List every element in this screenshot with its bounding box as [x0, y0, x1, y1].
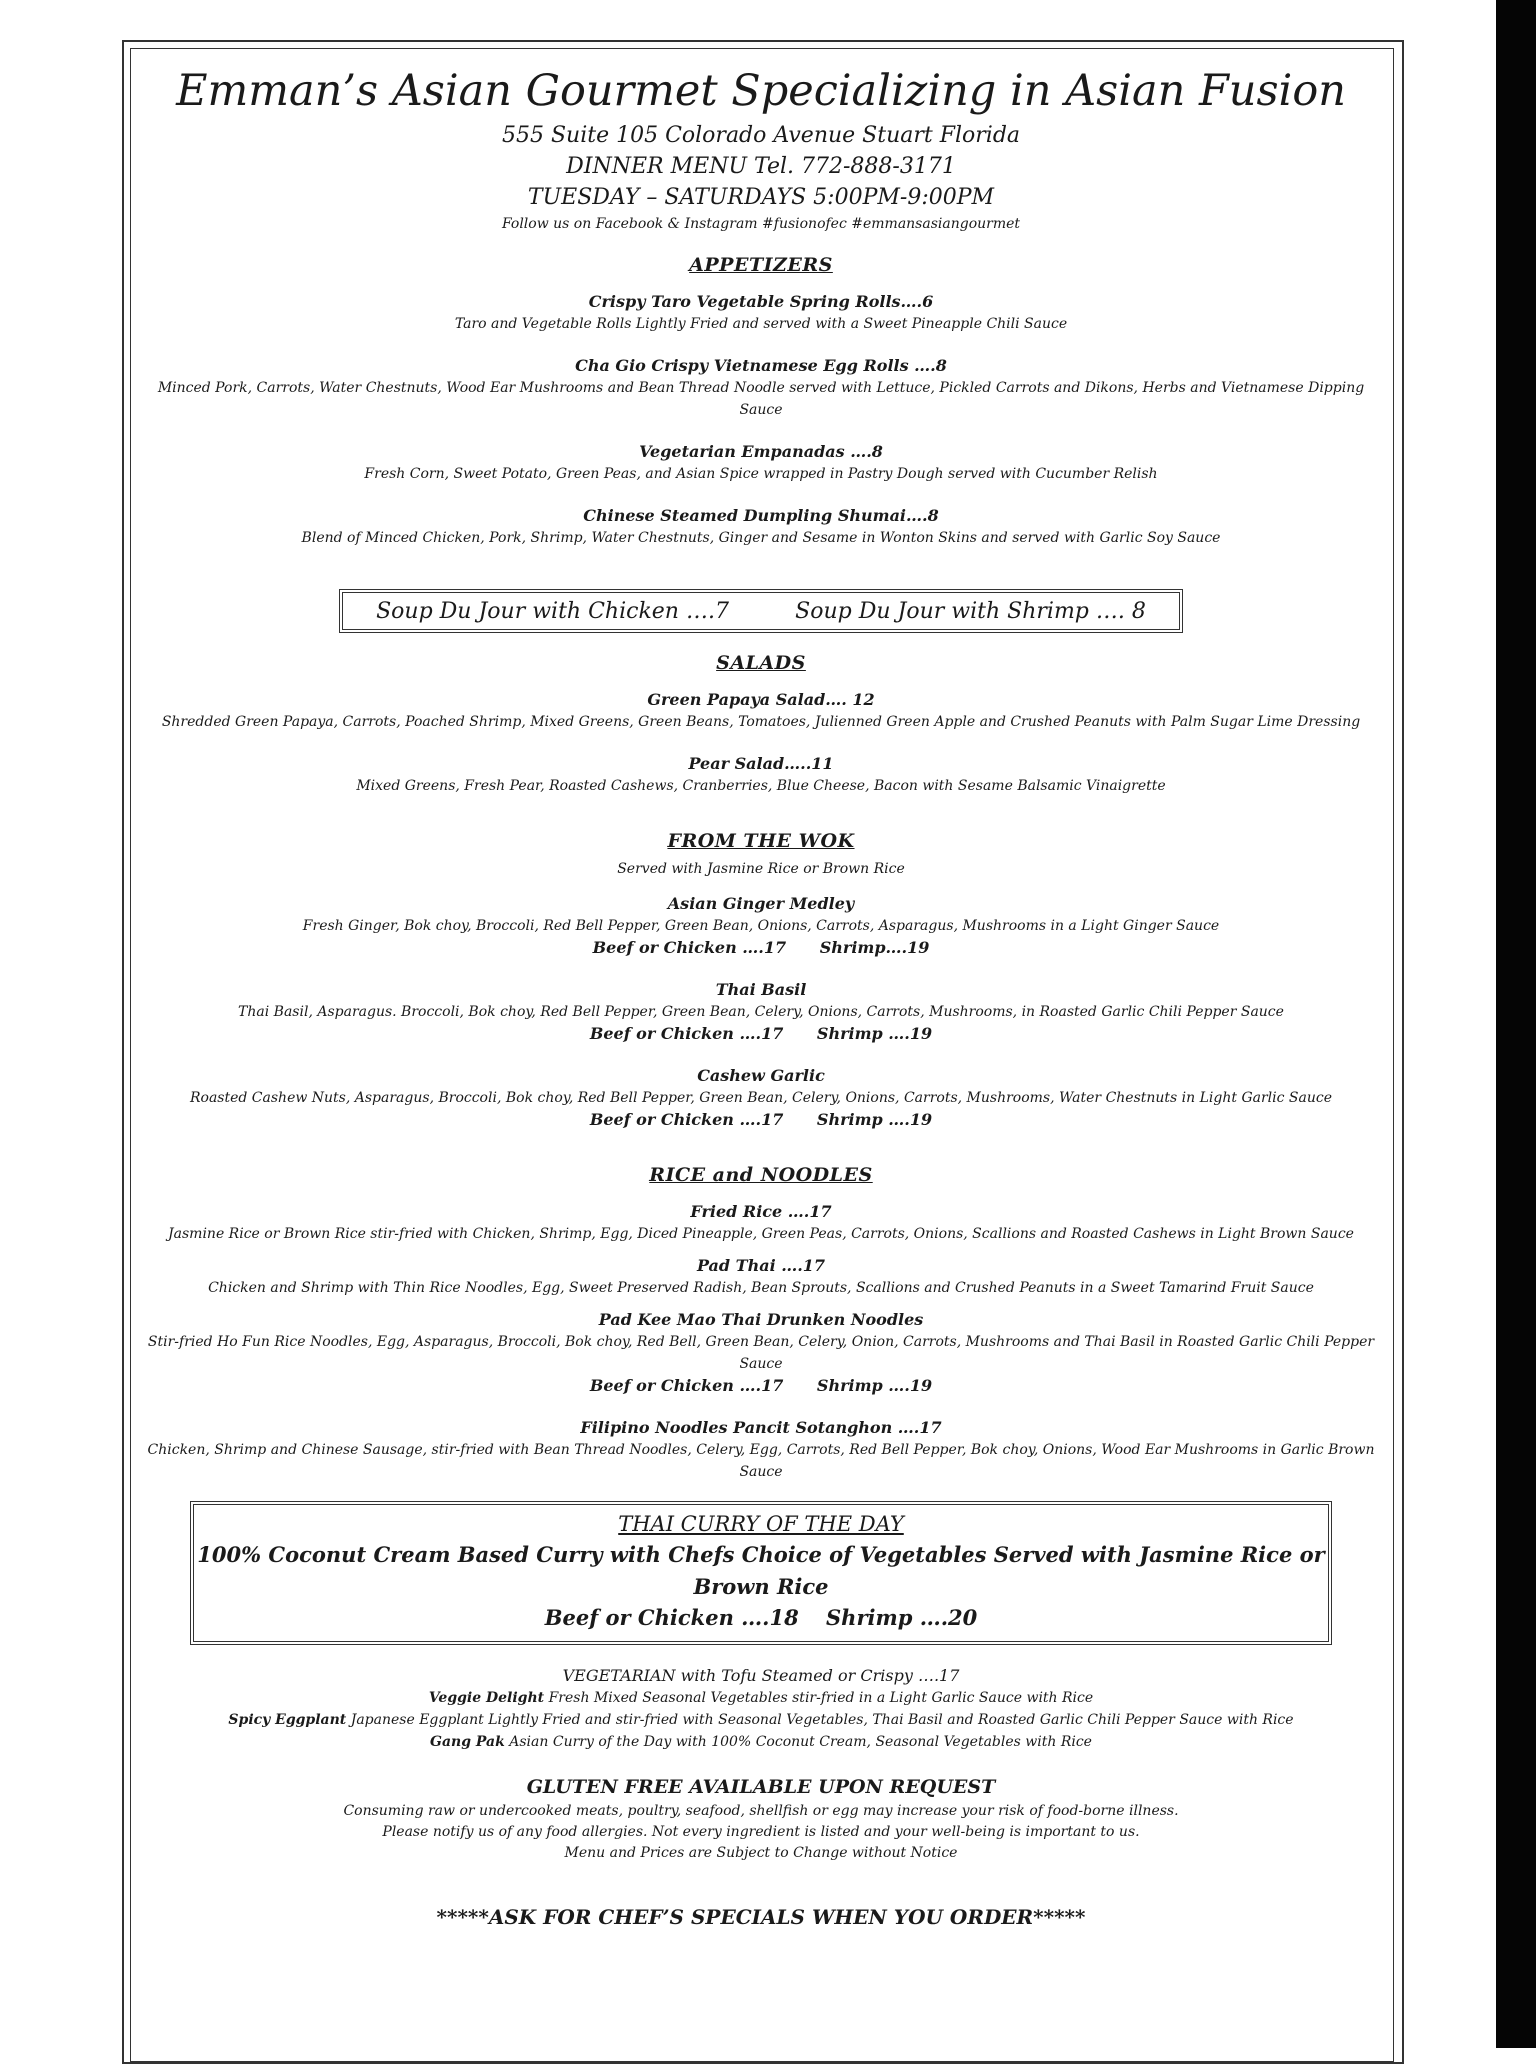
- thai-curry-box: [190, 1501, 1332, 1645]
- price-beef-chicken: Beef or Chicken ….17: [592, 938, 787, 957]
- item-name: Filipino Noodles Pancit Sotanghon ….17: [580, 1418, 942, 1437]
- menu-item: [140, 1065, 1382, 1131]
- menu-item: [140, 291, 1382, 335]
- curry-prices: [194, 1603, 1328, 1633]
- wok-served-note: Served with Jasmine Rice or Brown Rice: [617, 861, 905, 877]
- item-name: Asian Ginger Medley: [667, 894, 855, 913]
- item-description: Fresh Corn, Sweet Potato, Green Peas, and Asian Spice wrapped in Pastry Dough served with Cucumber Relish: [364, 466, 1158, 482]
- item-prices: [140, 1375, 1382, 1397]
- menu-item: [140, 1255, 1382, 1299]
- chef-specials-note: *****ASK FOR CHEF’S SPECIALS WHEN YOU ORDER*****: [436, 1905, 1086, 1929]
- price-shrimp: Shrimp ….19: [816, 1024, 933, 1043]
- item-name: Cashew Garlic: [697, 1066, 825, 1085]
- menu-item: [140, 979, 1382, 1045]
- item-name: Green Papaya Salad…. 12: [647, 690, 875, 709]
- curry-description: 100% Coconut Cream Based Curry with Chefs Choice of Vegetables Served with Jasmine Rice or Brown Rice: [197, 1542, 1325, 1599]
- vegetarian-heading: VEGETARIAN with Tofu Steamed or Crispy ….17: [562, 1666, 960, 1685]
- item-description: Fresh Ginger, Bok choy, Broccoli, Red Bell Pepper, Green Bean, Onions, Carrots, Asparagus, Mushrooms in a Light Ginger Sauce: [302, 918, 1220, 934]
- item-description: Chicken and Shrimp with Thin Rice Noodles, Egg, Sweet Preserved Radish, Bean Sprouts, Scallions and Crushed Peanuts in a Sweet Tamarind Fruit Sauce: [208, 1280, 1314, 1296]
- item-name: Pear Salad…..11: [688, 754, 834, 773]
- scan-edge: [1496, 0, 1536, 2048]
- wok-title: FROM THE WOK: [667, 830, 855, 852]
- curry-title: THAI CURRY OF THE DAY: [618, 1512, 904, 1536]
- vegetarian-item: [140, 1731, 1382, 1753]
- menu-content: [140, 60, 1382, 1932]
- price-beef-chicken: Beef or Chicken ….17: [589, 1024, 784, 1043]
- price-shrimp: Shrimp ….20: [826, 1605, 978, 1630]
- item-description: Asian Curry of the Day with 100% Coconut Cream, Seasonal Vegetables with Rice: [509, 1734, 1092, 1750]
- vegetarian-item: [140, 1709, 1382, 1731]
- item-name: Vegetarian Empanadas ….8: [639, 442, 883, 461]
- item-name: Crispy Taro Vegetable Spring Rolls….6: [588, 292, 934, 311]
- food-safety-disclaimer: Consuming raw or undercooked meats, poultry, seafood, shellfish or egg may increase your risk of food-borne illness.: [343, 1803, 1179, 1819]
- price-shrimp: Shrimp ….19: [816, 1110, 933, 1129]
- price-change-disclaimer: Menu and Prices are Subject to Change without Notice: [564, 1845, 958, 1861]
- menu-telephone: DINNER MENU Tel. 772-888-3171: [566, 154, 956, 179]
- salads-title: SALADS: [716, 652, 806, 674]
- menu-item: [140, 689, 1382, 733]
- soup-chicken: Soup Du Jour with Chicken ….7: [376, 598, 729, 624]
- item-name: Thai Basil: [715, 980, 807, 999]
- menu-item: [140, 753, 1382, 797]
- rice-noodles-title: RICE and NOODLES: [649, 1164, 873, 1186]
- item-name: Pad Kee Mao Thai Drunken Noodles: [598, 1310, 924, 1329]
- item-description: Jasmine Rice or Brown Rice stir-fried with Chicken, Shrimp, Egg, Diced Pineapple, Green Peas, Carrots, Onions, Scallions and Roasted Cashews in Light Brown Sauce: [168, 1226, 1354, 1242]
- soup-shrimp: Soup Du Jour with Shrimp …. 8: [795, 598, 1146, 624]
- item-description: Roasted Cashew Nuts, Asparagus, Broccoli, Bok choy, Red Bell Pepper, Green Bean, Celery, Onions, Carrots, Mushrooms, Water Chestnuts in Light Garlic Sauce: [189, 1090, 1333, 1106]
- item-description: Fresh Mixed Seasonal Vegetables stir-fried in a Light Garlic Sauce with Rice: [548, 1690, 1094, 1706]
- restaurant-title: Emman’s Asian Gourmet Specializing in Asian Fusion: [176, 66, 1346, 116]
- price-beef-chicken: Beef or Chicken ….18: [544, 1605, 799, 1630]
- item-name: Pad Thai ….17: [696, 1256, 826, 1275]
- item-description: Japanese Eggplant Lightly Fried and stir-fried with Seasonal Vegetables, Thai Basil and Roasted Garlic Chili Pepper Sauce with Rice: [350, 1712, 1294, 1728]
- menu-item: [140, 893, 1382, 959]
- price-shrimp: Shrimp ….19: [816, 1376, 933, 1395]
- vegetarian-item: [140, 1687, 1382, 1709]
- item-description: Blend of Minced Chicken, Pork, Shrimp, Water Chestnuts, Ginger and Sesame in Wonton Skins and served with Garlic Soy Sauce: [301, 530, 1221, 546]
- item-prices: [140, 937, 1382, 959]
- item-prices: [140, 1023, 1382, 1045]
- price-shrimp: Shrimp….19: [819, 938, 930, 957]
- item-description: Taro and Vegetable Rolls Lightly Fried and served with a Sweet Pineapple Chili Sauce: [454, 316, 1068, 332]
- menu-item: [140, 1309, 1382, 1397]
- item-name: Fried Rice ….17: [690, 1202, 832, 1221]
- menu-item: [140, 505, 1382, 549]
- price-beef-chicken: Beef or Chicken ….17: [589, 1110, 784, 1129]
- price-beef-chicken: Beef or Chicken ….17: [589, 1376, 784, 1395]
- item-name: Veggie Delight: [428, 1690, 545, 1706]
- gluten-free-notice: GLUTEN FREE AVAILABLE UPON REQUEST: [526, 1776, 996, 1798]
- appetizers-title: APPETIZERS: [689, 254, 833, 276]
- item-prices: [140, 1109, 1382, 1131]
- menu-item: [140, 1201, 1382, 1245]
- item-name: Chinese Steamed Dumpling Shumai….8: [583, 506, 939, 525]
- opening-hours: TUESDAY – SATURDAYS 5:00PM-9:00PM: [527, 185, 995, 210]
- soup-du-jour-box: [339, 589, 1183, 633]
- item-description: Thai Basil, Asparagus. Broccoli, Bok choy, Red Bell Pepper, Green Bean, Celery, Onions, Carrots, Mushrooms, in Roasted Garlic Chili Pepper Sauce: [238, 1004, 1284, 1020]
- menu-item: [140, 1417, 1382, 1483]
- allergy-disclaimer: Please notify us of any food allergies. Not every ingredient is listed and your well-being is important to us.: [382, 1824, 1140, 1840]
- item-description: Minced Pork, Carrots, Water Chestnuts, Wood Ear Mushrooms and Bean Thread Noodle served with Lettuce, Pickled Carrots and Dikons, Herbs and Vietnamese Dipping Sauce: [157, 380, 1365, 418]
- item-description: Chicken, Shrimp and Chinese Sausage, stir-fried with Bean Thread Noodles, Celery, Egg, Carrots, Red Bell Pepper, Bok choy, Onions, Wood Ear Mushrooms in Garlic Brown Sauce: [147, 1442, 1375, 1480]
- item-name: Gang Pak: [430, 1734, 505, 1750]
- social-follow: Follow us on Facebook & Instagram #fusionofec #emmansasiangourmet: [501, 216, 1021, 232]
- item-name: Spicy Eggplant: [228, 1712, 347, 1728]
- address: 555 Suite 105 Colorado Avenue Stuart Florida: [501, 123, 1021, 148]
- menu-item: [140, 355, 1382, 421]
- menu-item: [140, 441, 1382, 485]
- item-name: Cha Gio Crispy Vietnamese Egg Rolls ….8: [575, 356, 947, 375]
- item-description: Stir-fried Ho Fun Rice Noodles, Egg, Asparagus, Broccoli, Bok choy, Red Bell, Green Bean, Celery, Onion, Carrots, Mushrooms and Thai Basil in Roasted Garlic Chili Pepper Sauce: [147, 1334, 1375, 1372]
- item-description: Mixed Greens, Fresh Pear, Roasted Cashews, Cranberries, Blue Cheese, Bacon with Sesame Balsamic Vinaigrette: [356, 778, 1166, 794]
- item-description: Shredded Green Papaya, Carrots, Poached Shrimp, Mixed Greens, Green Beans, Tomatoes, Julienned Green Apple and Crushed Peanuts with Palm Sugar Lime Dressing: [161, 714, 1361, 730]
